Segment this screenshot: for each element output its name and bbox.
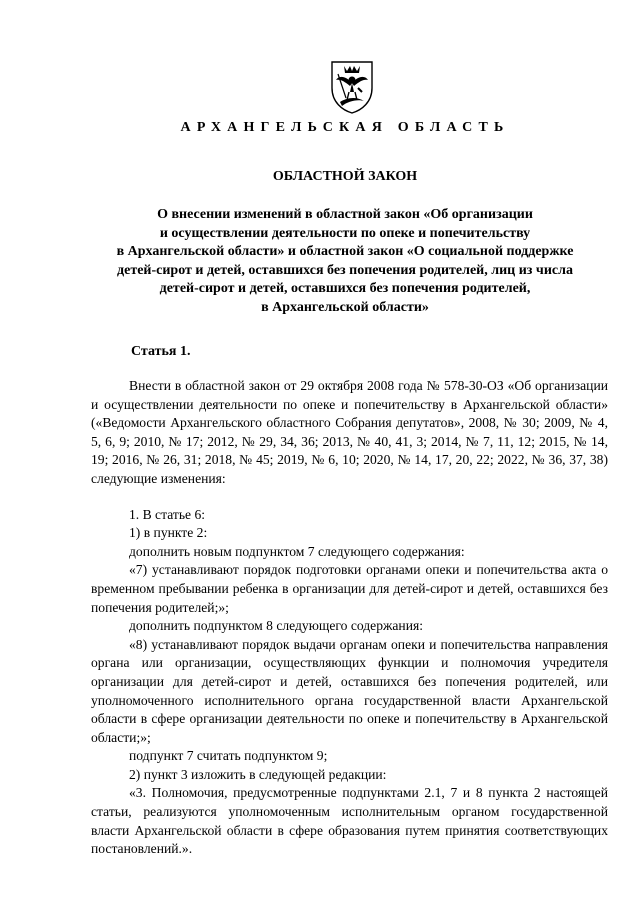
paragraph: Внести в областной закон от 29 октября 2008 года № 578-30-ОЗ «Об организации и осуществлении деятельности по опеке и попечительству в Архангельской области» («Ведомости Архангельского областного Собрания депутатов», 2008, № 30; 2009, № 4, 5, 6, 9; 2010, № 17; 2012, № 29, 34, 36; 2013, № 40, 41, 3; 2014, № 7, 11, 12; 2015, № 14, 19; 2016, № 26, 31; 2018, № 45; 2019, № 6, 10; 2020, № 14, 17, 20, 22; 2022, № 36, 37, 38) следующие изменения: xyxy=(91,378,608,486)
title-line: и осуществлении деятельности по опеке и попечительству xyxy=(159,225,531,241)
law-title xyxy=(110,206,580,318)
title-line: детей-сирот и детей, оставшихся без попечения родителей, лиц из числа xyxy=(117,262,573,278)
region-name: АРХАНГЕЛЬСКАЯ ОБЛАСТЬ xyxy=(180,120,510,135)
paragraph: «7) устанавливают порядок подготовки органами опеки и попечительства акта о временном пребывании ребенка в организации для детей-сирот и детей, оставшихся без попечения родителей;»; xyxy=(91,562,608,615)
title-line: в Архангельской области» и областной закон «О социальной поддержке xyxy=(116,244,574,260)
title-line: детей-сирот и детей, оставшихся без попечения родителей, xyxy=(159,281,531,297)
paragraph: дополнить новым подпунктом 7 следующего содержания: xyxy=(129,543,465,559)
paragraph: «3. Полномочия, предусмотренные подпунктами 2.1, 7 и 8 пункта 2 настоящей статьи, реализуются уполномоченным исполнительным органом государственной власти Архангельской области в сфере образования путем принятия соответствующих постановлений.». xyxy=(91,785,608,857)
coat-of-arms-icon xyxy=(328,58,376,114)
title-line: в Архангельской области» xyxy=(261,299,429,315)
paragraph: подпункт 7 считать подпунктом 9; xyxy=(129,748,328,764)
paragraph: «8) устанавливают порядок выдачи органам опеки и попечительства направления органа или организации, осуществляющих функции и полномочия учредителя организации для детей-сирот и детей, оставшихся без попечения родителей, или уполномоченного исполнительного органа государственной власти Архангельской области в сфере организации деятельности по опеке и попечительству в Архангельской области;»; xyxy=(91,636,608,745)
paragraph: 2) пункт 3 изложить в следующей редакции: xyxy=(129,766,387,782)
article-heading: Статья 1. xyxy=(131,344,191,359)
paragraph: дополнить подпунктом 8 следующего содержания: xyxy=(129,618,424,634)
paragraph: 1) в пункте 2: xyxy=(129,525,208,541)
law-type: ОБЛАСТНОЙ ЗАКОН xyxy=(272,169,418,184)
paragraph: 1. В статье 6: xyxy=(129,506,206,522)
title-line: О внесении изменений в областной закон «Об организации xyxy=(157,207,533,222)
article-body xyxy=(91,377,608,859)
